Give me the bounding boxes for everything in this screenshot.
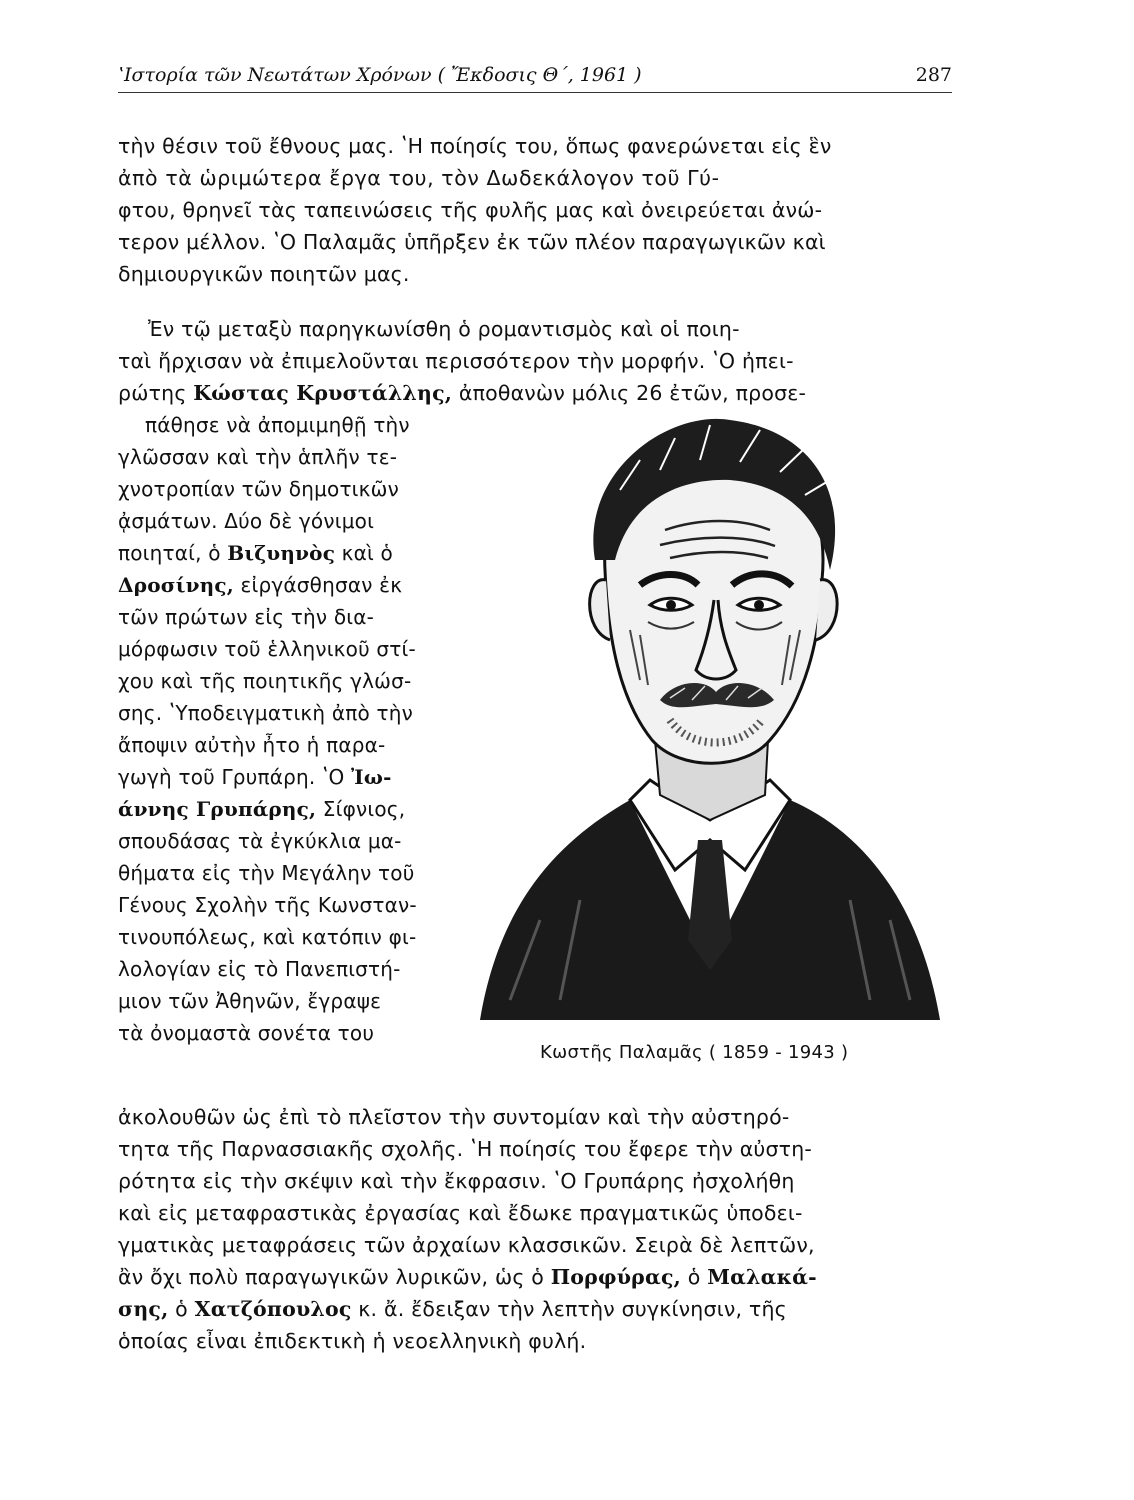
text-line: δημιουργικῶν ποιητῶν μας.	[118, 262, 410, 286]
text-line: λολογίαν εἰς τὸ Πανεπιστή-	[118, 957, 401, 981]
paragraph-2-intro	[118, 313, 954, 409]
text-line: Ἐν τῷ μεταξὺ παρηγκωνίσθη ὁ ρομαντισμὸς καὶ οἱ ποιη-	[148, 317, 740, 341]
text-line: ταὶ ἤρχισαν νὰ ἐπιμελοῦνται περισσότερον τὴν μορφήν. ʽΟ ἠπει-	[118, 349, 794, 373]
paragraph-1	[118, 130, 954, 290]
text-line: χνοτροπίαν τῶν δημοτικῶν	[118, 477, 399, 501]
text-line: καὶ εἰς μεταφραστικὰς ἐργασίας καὶ ἔδωκε πραγματικῶς ὑποδει-	[118, 1201, 803, 1225]
text-line: ρότητα εἰς τὴν σκέψιν καὶ τὴν ἔκφρασιν. ʽΟ Γρυπάρης ἠσχολήθη	[118, 1169, 795, 1193]
text-line: ἀκολουθῶν ὡς ἐπὶ τὸ πλεῖστον τὴν συντομίαν καὶ τὴν αὐστηρό-	[118, 1105, 790, 1129]
text-line: χου καὶ τῆς ποιητικῆς γλώσ-	[118, 669, 412, 693]
text-line: ἂν ὄχι πολὺ παραγωγικῶν λυρικῶν, ὡς ὁ Πορφύρας, ὁ Μαλακά-	[118, 1265, 817, 1289]
portrait-caption: Κωστῆς Παλαμᾶς ( 1859 - 1943 )	[540, 1042, 849, 1063]
text-line: ὁποίας εἶναι ἐπιδεκτικὴ ἡ νεοελληνικὴ φυλή.	[118, 1329, 587, 1353]
bold-name: Ἰω-	[351, 765, 392, 789]
page-number: 287	[915, 64, 952, 86]
paragraph-2-column	[118, 409, 463, 1049]
text-line: σπουδάσας τὰ ἐγκύκλια μα-	[118, 829, 402, 853]
text-line: άννης Γρυπάρης, Σίφνιος,	[118, 797, 406, 821]
text-line: μιον τῶν Ἀθηνῶν, ἔγραψε	[118, 989, 382, 1013]
bold-name: Χατζόπουλος	[194, 1297, 352, 1321]
text-line: γωγὴ τοῦ Γρυπάρη. ʽΟ Ἰω-	[118, 765, 392, 789]
text-line: τὰ ὀνομαστὰ σονέτα του	[118, 1021, 375, 1045]
bold-name: σης,	[118, 1297, 169, 1321]
text-line: τητα τῆς Παρνασσιακῆς σχολῆς. ʽΗ ποίησίς του ἔφερε τὴν αὐστη-	[118, 1137, 813, 1161]
text-line: φτου, θρηνεῖ τὰς ταπεινώσεις τῆς φυλῆς μας καὶ ὀνειρεύεται ἀνώ-	[118, 198, 823, 222]
text-line: τερον μέλλον. ʽΟ Παλαμᾶς ὑπῆρξεν ἐκ τῶν πλέον παραγωγικῶν καὶ	[118, 230, 826, 254]
bold-name: Μαλακά-	[707, 1265, 817, 1289]
text-line: ποιηταί, ὁ Βιζυηνὸς καὶ ὁ	[118, 541, 393, 565]
text-line: πάθησε νὰ ἀπομιμηθῇ τὴν	[145, 413, 410, 437]
bold-name: άννης Γρυπάρης,	[118, 797, 317, 821]
text-line: ρώτης Κώστας Κρυστάλλης, ἀποθανὼν μόλις 26 ἐτῶν, προσε-	[118, 381, 807, 405]
text-line: τινουπόλεως, καὶ κατόπιν φι-	[118, 925, 417, 949]
running-header	[118, 62, 952, 93]
text-line: τὴν θέσιν τοῦ ἔθνους μας. ʽΗ ποίησίς του, ὅπως φανερώνεται εἰς ἓν	[118, 134, 832, 158]
text-line: μόρφωσιν τοῦ ἑλληνικοῦ στί-	[118, 637, 416, 661]
text-line: σης. ʽΥποδειγματικὴ ἀπὸ τὴν	[118, 701, 413, 725]
text-line: σης, ὁ Χατζόπουλος κ. ἄ. ἔδειξαν τὴν λεπτὴν συγκίνησιν, τῆς	[118, 1297, 787, 1321]
bold-name: Πορφύρας,	[550, 1265, 681, 1289]
paragraph-2-continuation	[118, 1101, 954, 1357]
bold-name: Κώστας Κρυστάλλης,	[193, 381, 453, 405]
text-line: Γένους Σχολὴν τῆς Κωνσταν-	[118, 893, 417, 917]
text-line: ἀπὸ τὰ ὡριμώτερα ἔργα του, τὸν Δωδεκάλογον τοῦ Γύ-	[118, 166, 720, 190]
bold-name: Βιζυηνὸς	[227, 541, 336, 565]
running-title: ʽΙστορία τῶν Νεωτάτων Χρόνων ( Ἔκδοσις Θ΄, 1961 )	[118, 64, 642, 86]
text-line: γματικὰς μεταφράσεις τῶν ἀρχαίων κλασσικῶν. Σειρὰ δὲ λεπτῶν,	[118, 1233, 815, 1257]
text-line: τῶν πρώτων εἰς τὴν δια-	[118, 605, 375, 629]
portrait-illustration	[470, 400, 950, 1040]
bold-name: Δροσίνης,	[118, 573, 234, 597]
text-line: Δροσίνης, εἰργάσθησαν ἐκ	[118, 573, 403, 597]
text-line: ᾀσμάτων. Δύο δὲ γόνιμοι	[118, 509, 375, 533]
text-line: θήματα εἰς τὴν Μεγάλην τοῦ	[118, 861, 415, 885]
text-line: γλῶσσαν καὶ τὴν ἁπλῆν τε-	[118, 445, 398, 469]
text-line: ἄποψιν αὐτὴν ἦτο ἡ παρα-	[118, 733, 386, 757]
